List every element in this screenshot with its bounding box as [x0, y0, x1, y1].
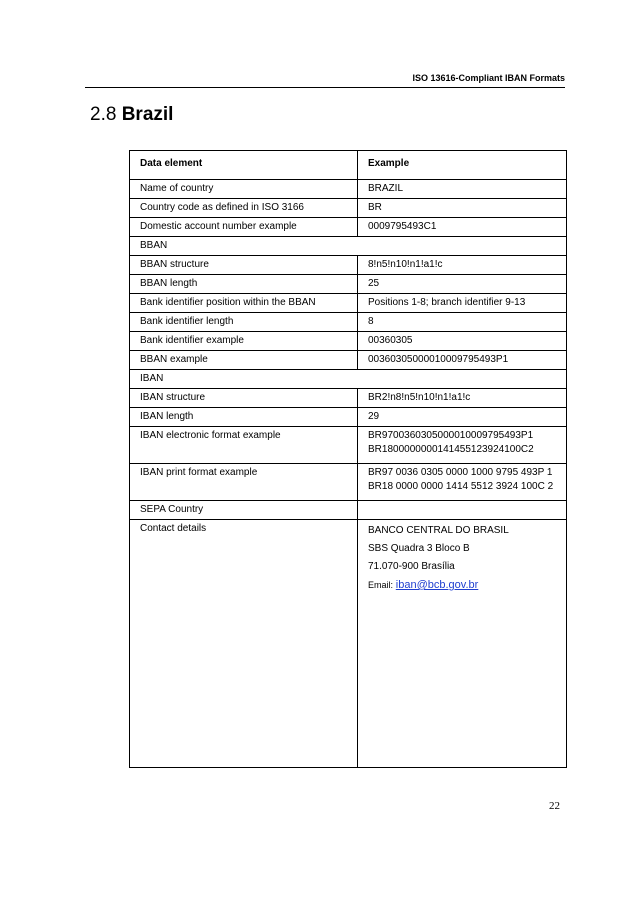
table-row	[130, 180, 567, 199]
header-divider	[85, 87, 565, 88]
example-cell: Positions 1-8; branch identifier 9-13	[358, 294, 567, 313]
data-element-cell: Country code as defined in ISO 3166	[130, 199, 358, 218]
example-cell: BR2!n8!n5!n10!n1!a1!c	[358, 389, 567, 408]
data-element-cell: Domestic account number example	[130, 218, 358, 237]
data-element-cell: BBAN example	[130, 351, 358, 370]
example-line: BR97 0036 0305 0000 1000 9795 493P 1	[368, 467, 553, 478]
contact-email-line	[368, 576, 558, 595]
running-header: ISO 13616-Compliant IBAN Formats	[412, 73, 565, 83]
example-cell: 0009795493C1	[358, 218, 567, 237]
email-link[interactable]: iban@bcb.gov.br	[395, 579, 479, 591]
table-row	[130, 332, 567, 351]
example-cell: BRAZIL	[358, 180, 567, 199]
section-label-cell: IBAN	[130, 370, 567, 389]
data-element-cell: IBAN length	[130, 408, 358, 427]
table-row	[130, 427, 567, 464]
contact-details-cell	[358, 520, 567, 768]
data-element-cell: Bank identifier example	[130, 332, 358, 351]
data-element-cell: Name of country	[130, 180, 358, 199]
contact-label-cell: Contact details	[130, 520, 358, 768]
example-cell: BR	[358, 199, 567, 218]
data-element-cell: SEPA Country	[130, 501, 358, 520]
example-cell: 8!n5!n10!n1!a1!c	[358, 256, 567, 275]
example-cell: 00360305000010009795493P1	[358, 351, 567, 370]
example-line: BR18 0000 0000 1414 5512 3924 100C 2	[368, 481, 554, 492]
data-element-cell: IBAN structure	[130, 389, 358, 408]
iban-format-table	[129, 150, 567, 768]
page-number: 22	[549, 800, 560, 812]
table-row	[130, 199, 567, 218]
section-heading	[90, 103, 173, 127]
table-row	[130, 501, 567, 520]
table-row	[130, 351, 567, 370]
table-row	[130, 256, 567, 275]
section-title: Brazil	[121, 104, 174, 125]
example-cell: 00360305	[358, 332, 567, 351]
example-cell: 8	[358, 313, 567, 332]
data-element-cell: Bank identifier position within the BBAN	[130, 294, 358, 313]
section-row	[130, 370, 567, 389]
data-element-cell: Bank identifier length	[130, 313, 358, 332]
table-row	[130, 313, 567, 332]
example-line: BR9700360305000010009795493P1	[368, 430, 534, 441]
table-row	[130, 275, 567, 294]
data-element-cell: BBAN length	[130, 275, 358, 294]
data-element-cell: BBAN structure	[130, 256, 358, 275]
table-row	[130, 464, 567, 501]
table-header-row	[130, 151, 567, 180]
section-row	[130, 237, 567, 256]
table-row	[130, 408, 567, 427]
example-cell: 29	[358, 408, 567, 427]
email-label: Email:	[368, 580, 394, 590]
column-header-data-element: Data element	[130, 151, 358, 180]
example-line: BR1800000000141455123924100C2	[368, 444, 534, 455]
contact-line: BANCO CENTRAL DO BRASIL	[368, 525, 509, 536]
contact-line: 71.070-900 Brasília	[368, 561, 455, 572]
table-row	[130, 218, 567, 237]
data-element-cell: IBAN electronic format example	[130, 427, 358, 464]
section-label-cell: BBAN	[130, 237, 567, 256]
section-number: 2.8	[90, 104, 117, 125]
contact-row	[130, 520, 567, 768]
table-row	[130, 294, 567, 313]
data-element-cell: IBAN print format example	[130, 464, 358, 501]
contact-line: SBS Quadra 3 Bloco B	[368, 543, 470, 554]
example-cell	[358, 427, 567, 464]
column-header-example: Example	[358, 151, 567, 180]
example-cell	[358, 464, 567, 501]
table-row	[130, 389, 567, 408]
example-cell: 25	[358, 275, 567, 294]
example-cell	[358, 501, 567, 520]
